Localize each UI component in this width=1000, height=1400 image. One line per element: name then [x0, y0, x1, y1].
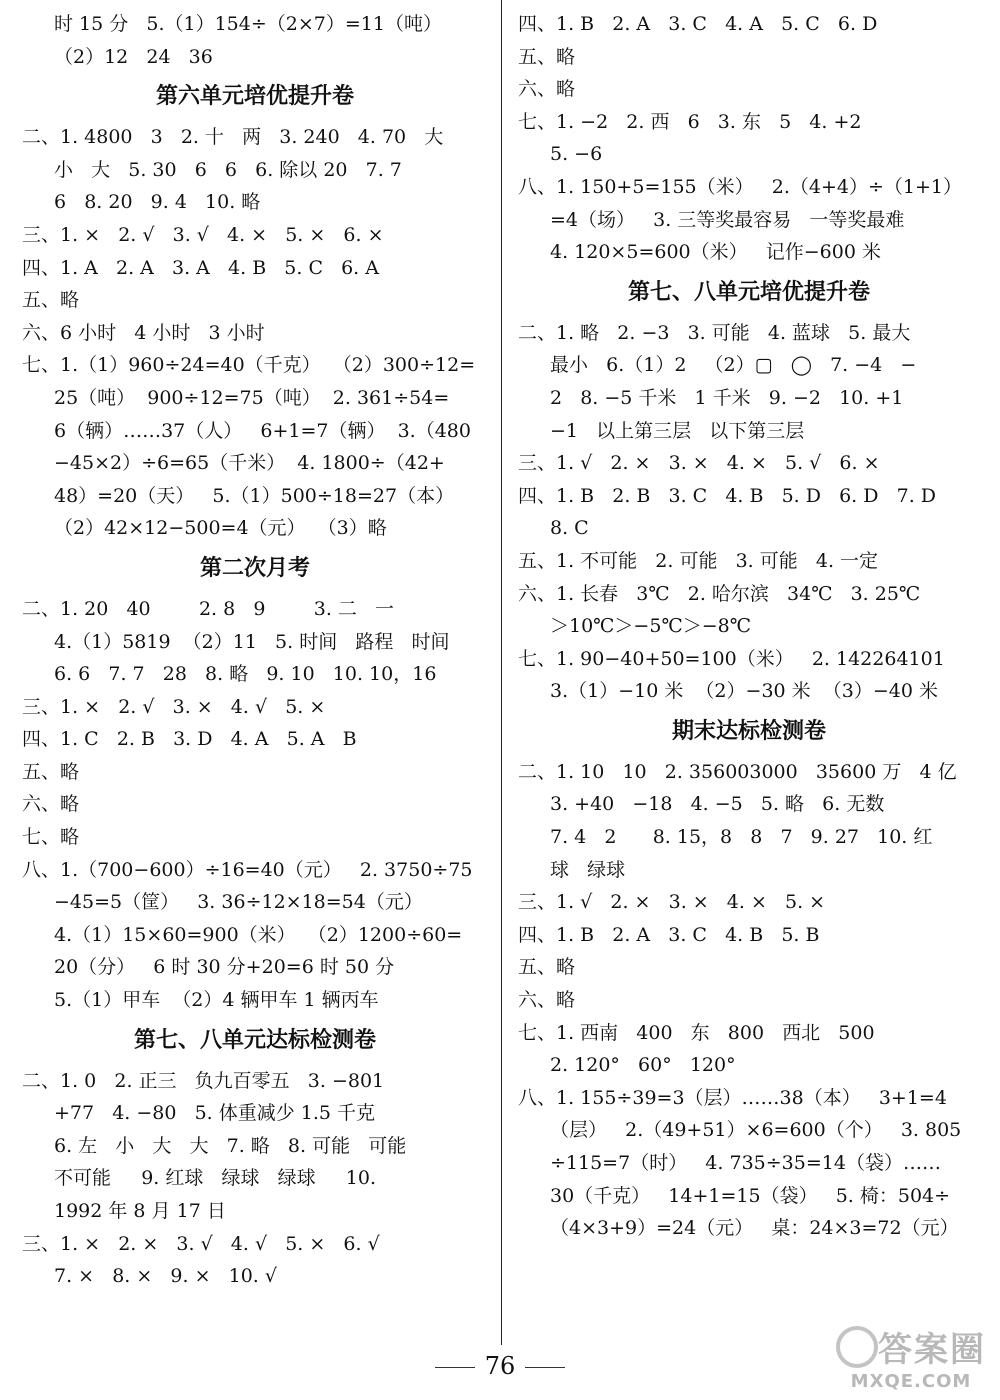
watermark-cn: 答案圈	[878, 1330, 986, 1370]
answer-line: （2）42×12−500=4（元） （3）略	[54, 517, 387, 540]
section-heading: 第二次月考	[199, 555, 310, 581]
answer-line: 3.（1）−10 米 （2）−30 米 （3）−40 米	[550, 680, 938, 703]
answer-line: 3. +40 −18 4. −5 5. 略 6. 无数	[550, 793, 885, 816]
answer-line: 五、略	[518, 956, 576, 979]
answer-line: 七、1.（1）960÷24=40（千克） （2）300÷12=	[22, 354, 476, 377]
answer-line: +77 4. −80 5. 体重减少 1.5 千克	[54, 1102, 376, 1125]
answer-line: 4.（1）15×60=900（米） （2）1200÷60=	[54, 923, 463, 946]
answer-line: 五、略	[22, 760, 80, 783]
footer-rule-left	[435, 1367, 475, 1368]
answer-line: 不可能 9. 红球 绿球 绿球 10.	[54, 1167, 377, 1190]
page-number: 76	[484, 1352, 516, 1380]
answer-line: （层） 2.（49+51）×6=600（个） 3. 805	[550, 1119, 962, 1142]
answer-line: 六、略	[22, 793, 80, 816]
answer-line: 六、1. 长春 3℃ 2. 哈尔滨 34℃ 3. 25℃	[518, 582, 921, 605]
section-heading: 第七、八单元达标检测卷	[133, 1027, 376, 1053]
right-column	[518, 8, 980, 1340]
answer-line: 20（分） 6 时 30 分+20=6 时 50 分	[54, 956, 395, 979]
answer-line: 三、1. × 2. √ 3. √ 4. × 5. × 6. ×	[22, 223, 384, 246]
answer-line: ÷115=7（时） 4. 735÷35=14（袋）……	[550, 1152, 941, 1174]
answer-line: 二、1. 略 2. −3 3. 可能 4. 蓝球 5. 最大	[518, 321, 911, 344]
answer-line: 五、1. 不可能 2. 可能 3. 可能 4. 一定	[518, 549, 879, 572]
answer-line: 八、1.（700−600）÷16=40（元） 2. 3750÷75	[22, 858, 473, 881]
watermark-logo	[836, 1322, 986, 1371]
answer-line: 二、1. 20 40 2. 8 9 3. 二 一	[22, 597, 395, 620]
footer-rule-right	[525, 1367, 565, 1368]
answer-line: =4（场） 3. 三等奖最容易 一等奖最难	[550, 208, 905, 231]
answer-line: 三、1. √ 2. × 3. × 4. × 5. ×	[518, 891, 826, 914]
answer-line: 七、略	[22, 826, 80, 849]
answer-line: 四、1. A 2. A 3. A 4. B 5. C 6. A	[22, 256, 379, 279]
watermark	[836, 1322, 986, 1392]
answer-line: 二、1. 4800 3 2. 十 两 3. 240 4. 70 大	[22, 126, 444, 149]
answer-line: 6 8. 20 9. 4 10. 略	[54, 191, 261, 214]
answer-line: （2）12 24 36	[54, 45, 213, 68]
column-divider	[501, 0, 502, 1345]
answer-line: −45=5（筐） 3. 36÷12×18=54（元）	[54, 891, 423, 914]
answer-line: （4×3+9）=24（元） 桌：24×3=72（元）	[550, 1217, 959, 1240]
left-column	[22, 8, 488, 1340]
answer-line: 6（辆）……37（人） 6+1=7（辆） 3.（480	[54, 419, 471, 442]
answer-line: 五、略	[22, 289, 80, 312]
answer-line: 7. 4 2 8. 15，8 8 7 9. 27 10. 红	[550, 826, 933, 849]
section-heading: 第七、八单元培优提升卷	[627, 279, 870, 305]
answer-line: 8. C	[550, 517, 589, 540]
answer-line: 二、1. 0 2. 正三 负九百零五 3. −801	[22, 1069, 385, 1092]
section-heading: 第六单元培优提升卷	[155, 84, 354, 110]
answer-line: 四、1. B 2. B 3. C 4. B 5. D 6. D 7. D	[518, 484, 937, 507]
answer-line: 25（吨） 900÷12=75（吨） 2. 361÷54=	[54, 386, 450, 409]
answer-line: 四、1. B 2. A 3. C 4. B 5. B	[518, 923, 820, 946]
answer-line: 五、略	[518, 45, 576, 68]
answer-line: 最小 6.（1）2 （2）▢ ◯ 7. −4 −	[550, 354, 917, 377]
answer-line: 2. 120° 60° 120°	[550, 1054, 736, 1077]
answer-line: 2 8. −5 千米 1 千米 9. −2 10. +1	[550, 386, 904, 409]
section-heading: 期末达标检测卷	[671, 718, 826, 744]
answer-line: 小 大 5. 30 6 6 6. 除以 20 7. 7	[54, 158, 402, 181]
watermark-circle-icon	[836, 1326, 878, 1368]
answer-line: 六、略	[518, 989, 576, 1012]
answer-line: 八、1. 155÷39=3（层）……38（本） 3+1=4	[518, 1086, 947, 1109]
answer-line: 三、1. √ 2. × 3. × 4. × 5. √ 6. ×	[518, 452, 880, 475]
answer-line: 六、略	[518, 78, 576, 101]
answer-line: 48）=20（天） 5.（1）500÷18=27（本）	[54, 484, 455, 507]
answer-line: 4.（1）5819 （2）11 5. 时间 路程 时间	[54, 630, 450, 653]
answer-line: 球 绿球	[550, 858, 626, 881]
answer-line: 六、6 小时 4 小时 3 小时	[22, 321, 265, 344]
answer-line: −45×2）÷6=65（千米） 4. 1800÷（42+	[54, 452, 445, 475]
answer-line: −1 以上第三层 以下第三层	[550, 419, 805, 442]
answer-line: 三、1. × 2. √ 3. × 4. √ 5. ×	[22, 695, 326, 718]
answer-line: 七、1. −2 2. 西 6 3. 东 5 4. +2	[518, 110, 862, 133]
answer-line: 6. 左 小 大 大 7. 略 8. 可能 可能	[54, 1134, 407, 1157]
answer-line: 七、1. 西南 400 东 800 西北 500	[518, 1021, 875, 1044]
answer-line: 4. 120×5=600（米） 记作−600 米	[550, 241, 881, 264]
answer-line: 七、1. 90−40+50=100（米） 2. 142264101	[518, 647, 945, 670]
answer-line: 7. × 8. × 9. × 10. √	[54, 1265, 277, 1288]
answer-line: 四、1. B 2. A 3. C 4. A 5. C 6. D	[518, 13, 878, 35]
answer-line: 30（千克） 14+1=15（袋） 5. 椅：504÷	[550, 1184, 951, 1207]
answer-line: 5. −6	[550, 143, 603, 166]
answer-line: 6. 6 7. 7 28 8. 略 9. 10 10. 10，16	[54, 663, 437, 686]
answer-line: 三、1. × 2. × 3. √ 4. √ 5. × 6. √	[22, 1232, 380, 1255]
answer-line: 四、1. C 2. B 3. D 4. A 5. A B	[22, 728, 357, 751]
watermark-url: MXQE.COM	[850, 1371, 972, 1392]
answer-line: 二、1. 10 10 2. 356003000 35600 万 4 亿	[518, 760, 957, 783]
answer-line: 八、1. 150+5=155（米） 2.（4+4）÷（1+1）	[518, 175, 962, 198]
answer-line: 时 15 分 5.（1）154÷（2×7）=11（吨）	[54, 13, 442, 35]
answer-line: 1992 年 8 月 17 日	[54, 1200, 226, 1222]
answer-line: ＞10℃＞−5℃＞−8℃	[550, 615, 751, 638]
answer-line: 5.（1）甲车 （2）4 辆甲车 1 辆丙车	[54, 989, 379, 1012]
